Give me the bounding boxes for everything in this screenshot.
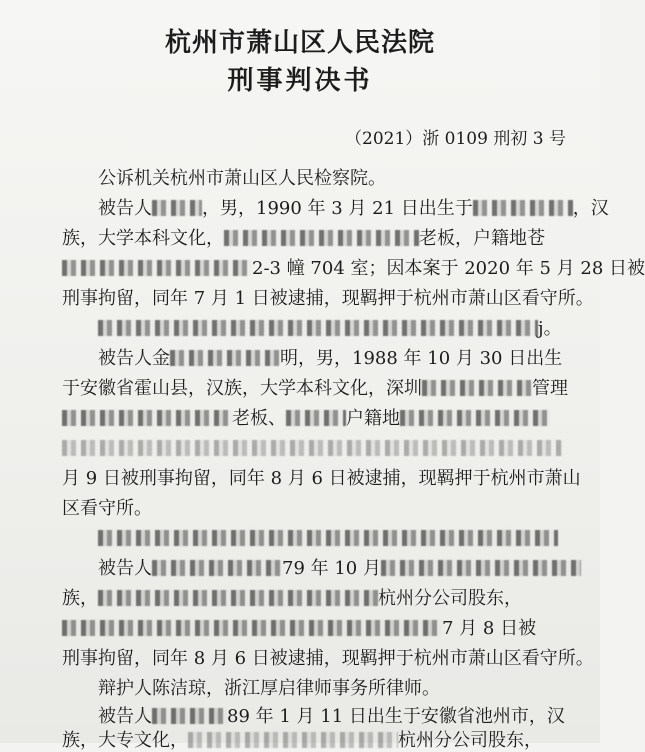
text-fragment: j。 bbox=[538, 318, 562, 339]
redaction bbox=[98, 590, 378, 606]
text-line: 刑事拘留，同年 8 月 6 日被逮捕，现羁押于杭州市萧山区看守所。 bbox=[62, 648, 594, 669]
redaction bbox=[224, 230, 419, 246]
text-fragment: 族， bbox=[62, 588, 98, 609]
text-fragment: 明，男，1988 年 10 月 30 日出生 bbox=[280, 348, 563, 369]
court-name: 杭州市萧山区人民法院 bbox=[164, 28, 435, 58]
redaction bbox=[381, 560, 581, 576]
redaction bbox=[152, 560, 282, 576]
text-fragment: 被告人 bbox=[98, 198, 152, 219]
text-fragment: 杭州分公司股东， bbox=[398, 730, 542, 751]
text-fragment: 族，大学本科文化， bbox=[62, 228, 224, 249]
redaction bbox=[422, 380, 532, 396]
redaction bbox=[400, 410, 550, 426]
defense-counsel-line: 辩护人陈洁琼，浙江厚启律师事务所律师。 bbox=[98, 678, 440, 699]
text-fragment: 管理 bbox=[532, 378, 568, 399]
document-type: 刑事判决书 bbox=[227, 66, 373, 96]
text-fragment: 2-3 幢 704 室；因本案于 2020 年 5 月 28 日被 bbox=[252, 258, 645, 279]
text-line bbox=[98, 706, 565, 728]
redaction bbox=[98, 530, 558, 546]
text-line: 月 9 日被刑事拘留，同年 8 月 6 日被逮捕，现羁押于杭州市萧山 bbox=[62, 468, 581, 489]
redaction bbox=[62, 410, 232, 426]
text-fragment: 7 月 8 日被 bbox=[442, 618, 537, 639]
text-line bbox=[98, 198, 609, 220]
text-line bbox=[62, 438, 562, 460]
redaction bbox=[152, 708, 227, 724]
text-line bbox=[98, 528, 558, 550]
redaction bbox=[473, 200, 573, 216]
text-line bbox=[98, 348, 562, 370]
text-line bbox=[62, 258, 645, 280]
prosecutor-line: 公诉机关杭州市萧山区人民检察院。 bbox=[98, 168, 386, 189]
redaction bbox=[98, 320, 538, 336]
redaction bbox=[62, 440, 562, 456]
redaction bbox=[152, 200, 202, 216]
redaction bbox=[170, 350, 280, 366]
text-fragment: 被告人 bbox=[98, 706, 152, 727]
text-fragment: ，汉 bbox=[572, 198, 609, 219]
text-fragment: 杭州分公司股东， bbox=[378, 588, 522, 609]
text-fragment: 老板，户籍地苍 bbox=[419, 228, 545, 249]
case-number: （2021）浙 0109 刑初 3 号 bbox=[345, 129, 566, 149]
text-line: 刑事拘留，同年 7 月 1 日被逮捕，现羁押于杭州市萧山区看守所。 bbox=[62, 288, 594, 309]
redaction bbox=[188, 732, 398, 748]
text-fragment: 被告人金 bbox=[98, 348, 170, 369]
text-line bbox=[62, 730, 542, 752]
redaction bbox=[286, 410, 346, 426]
text-fragment: 79 年 10 月 bbox=[282, 558, 381, 579]
text-line bbox=[62, 378, 568, 400]
text-line bbox=[98, 558, 581, 580]
text-fragment: 被告人 bbox=[98, 558, 152, 579]
text-line bbox=[62, 228, 545, 250]
text-fragment: 于安徽省霍山县，汉族，大学本科文化，深圳 bbox=[62, 378, 422, 399]
text-fragment: ，男，1990 年 3 月 21 日出生于 bbox=[202, 198, 473, 219]
text-line bbox=[62, 588, 522, 610]
redaction bbox=[62, 620, 442, 636]
text-fragment: 族，大专文化， bbox=[62, 730, 188, 751]
text-fragment: 老板、 bbox=[232, 408, 286, 429]
text-fragment: 89 年 1 月 11 日出生于安徽省池州市，汉 bbox=[227, 706, 565, 727]
redaction bbox=[62, 260, 252, 276]
text-line bbox=[98, 318, 562, 340]
text-fragment: 户籍地 bbox=[346, 408, 400, 429]
text-line bbox=[62, 408, 550, 430]
text-line: 区看守所。 bbox=[62, 498, 152, 519]
text-line bbox=[62, 618, 536, 640]
